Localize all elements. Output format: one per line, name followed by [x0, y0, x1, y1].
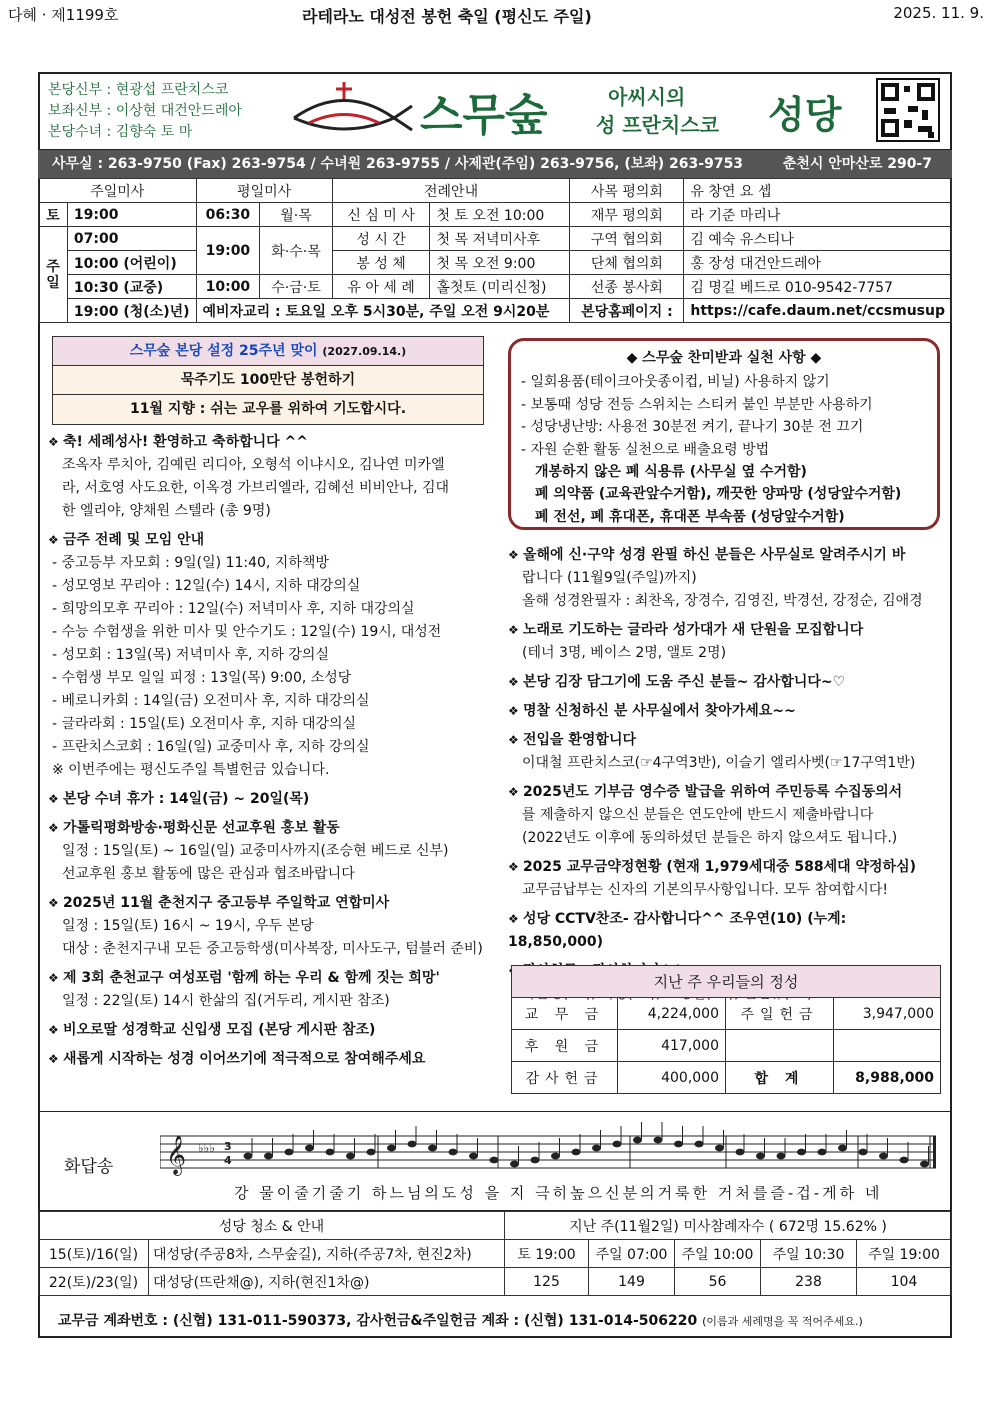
liturgy-value: 홀첫토 (미리신청): [430, 275, 570, 299]
mass-time: 주일 19:00: [857, 1240, 952, 1268]
fish-cross-icon: [294, 82, 412, 130]
practice-item: - 성당냉난방: 사용전 30분전 켜기, 끝나기 30분 전 끄기: [521, 419, 864, 436]
attendance-count: 56: [675, 1268, 761, 1296]
note-head: [449, 1149, 458, 1156]
practice-subitem: 개봉하지 않은 폐 식용류 (사무실 옆 수거함): [535, 464, 807, 481]
left-notice: [48, 1019, 496, 1042]
psalm-lyrics: 강 물이줄기줄기 하느님의도성 을 지 극히높으신분의거룩한 거처를즐-겁-게하 네: [234, 1184, 883, 1202]
council-value: 라 기준 마리나: [684, 203, 952, 227]
notice-line: 조옥자 루치아, 김예린 리디아, 오형석 이냐시오, 김나연 미카엘: [62, 457, 445, 473]
mass-time: 주일 10:00: [675, 1240, 761, 1268]
sunday-mass-header: 주일미사: [39, 179, 197, 203]
office-contacts: 사무실 : 263-9750 (Fax) 263-9754 / 수녀원 263-9755 / 사제관(주임) 263-9756, (보좌) 263-9753: [52, 156, 744, 172]
notice-line: 일정 : 22일(토) 14시 한삶의 집(거두리, 게시판 참조): [62, 993, 390, 1009]
note-head: [510, 1161, 519, 1168]
practice-title: ◆ 스무숲 찬미받과 실천 사항 ◆: [626, 350, 822, 366]
liturgy-key: 성 시 간: [332, 227, 430, 251]
note-head: [572, 1149, 581, 1156]
notice-heading: ❖ 새롭게 시작하는 성경 이어쓰기에 적극적으로 참여해주세요: [48, 1048, 496, 1071]
notice-line: - 성모회 : 13일(목) 저녁미사 후, 지하 강의실: [52, 647, 329, 663]
note-head: [695, 1141, 704, 1148]
right-notice: [508, 619, 944, 665]
mass-time: 주일 07:00: [589, 1240, 675, 1268]
council-key: 구역 협의회: [570, 227, 684, 251]
council-header: 사목 평의회: [570, 179, 684, 203]
cleaning-attendance-table: [38, 1211, 952, 1296]
right-column: [508, 538, 944, 1006]
note-head: [900, 1157, 909, 1164]
notice-heading: ❖ 노래로 기도하는 글라라 성가대가 새 단원을 모집합니다: [508, 619, 944, 642]
right-notice: [508, 908, 944, 954]
left-column: [48, 336, 496, 1071]
offering-value: 400,000: [618, 1062, 726, 1094]
logo-sub1: 아씨시의: [608, 85, 686, 109]
offering-table: [511, 965, 941, 1094]
note-head: [408, 1141, 417, 1148]
notice-line: 올해 성경완필자 : 최찬옥, 장경수, 김영진, 박경선, 강정순, 김애경: [522, 593, 923, 609]
logo-end: 성당: [768, 93, 842, 137]
notice-heading: ❖ 2025년도 기부금 영수증 발급을 위하여 주민등록 수집동의서: [508, 781, 944, 804]
notice-line: 대상 : 춘천지구내 모든 중고등학생(미사복장, 미사도구, 텀블러 준비): [62, 941, 483, 957]
notice-line: 한 엘리야, 양채원 스텔라 (총 9명): [62, 503, 271, 519]
note-head: [879, 1153, 888, 1160]
liturgy-value: 첫 목 저녁미사후: [430, 227, 570, 251]
offering-key: 감사헌금: [512, 1062, 618, 1094]
left-notice: [48, 1048, 496, 1071]
right-notice: [508, 671, 944, 694]
attendance-count: 104: [857, 1268, 952, 1296]
note-head: [736, 1149, 745, 1156]
notice-heading: ❖ 본당 김장 담그기에 도움 주신 분들~ 감사합니다~♡: [508, 671, 944, 694]
notice-heading: ❖ 전입을 환영합니다: [508, 729, 944, 752]
note-head: [674, 1141, 683, 1148]
weekday-days: 수·금·토: [260, 275, 332, 299]
notice-line: 라, 서호영 사도요한, 이옥경 가브리엘라, 김혜선 비비안나, 김대: [62, 480, 450, 496]
parish-logo: [274, 78, 874, 144]
offering-key: 교 무 금: [512, 998, 618, 1030]
notice-heading: ❖ 축! 세례성사! 환영하고 축하합니다 ^^: [48, 431, 496, 454]
offering-value: [834, 1030, 941, 1062]
clergy-assistant: 보좌신부 : 이상현 대건안드레아: [48, 103, 242, 119]
notice-line: 이대철 프란치스코(☞4구역3반), 이슬기 엘리사벳(☞17구역1반): [522, 755, 916, 771]
left-notice: [48, 892, 496, 961]
clergy-list: [48, 80, 242, 143]
notice-line: 를 제출하지 않으신 분들은 연도안에 반드시 제출바랍니다: [522, 807, 874, 823]
attendance-count: 125: [505, 1268, 589, 1296]
offering-value: 417,000: [618, 1030, 726, 1062]
time-signature: 4: [224, 1154, 232, 1167]
note-head: [326, 1149, 335, 1156]
council-key: 선종 봉사회: [570, 275, 684, 299]
saturday-label: 토: [39, 203, 68, 227]
right-notice: [508, 729, 944, 775]
cleaning-area: 대성당(뜨란채@), 지하(현진1차@): [149, 1268, 505, 1296]
flat-icon: ♭♭♭: [198, 1141, 215, 1155]
notice-line: 일정 : 15일(토) ~ 16일(일) 교중미사까지(조승현 베드로 신부): [62, 843, 449, 859]
notice-line: - 베로니카회 : 14일(금) 오전미사 후, 지하 대강의실: [52, 693, 370, 709]
notice-line: (테너 3명, 베이스 2명, 앨토 2명): [522, 645, 727, 661]
note-head: [633, 1137, 642, 1144]
weekday-time: 06:30: [196, 203, 260, 227]
note-head: [797, 1149, 806, 1156]
mass-time: 주일 10:30: [761, 1240, 857, 1268]
council-value: 김 명길 베드로 010-9542-7757: [684, 275, 952, 299]
notice-line: 랍니다 (11월9일(주일)까지): [522, 570, 697, 586]
council-head: 유 창연 요 셉: [684, 179, 952, 203]
practice-box: [508, 338, 940, 530]
notice-heading: ❖ 본당 수녀 휴가 : 14일(금) ~ 20일(목): [48, 788, 496, 811]
catechism-info: 예비자교리 : 토요일 오후 5시30분, 주일 오전 9시20분: [196, 299, 570, 323]
cleaning-header: 성당 청소 & 안내: [39, 1212, 505, 1240]
account-note: (이름과 세례명을 꼭 적어주세요.): [702, 1315, 863, 1328]
council-value: 홍 장성 대건안드레아: [684, 251, 952, 275]
council-key: 재무 평의회: [570, 203, 684, 227]
liturgy-key: 신 심 미 사: [332, 203, 430, 227]
liturgy-value: 첫 목 오전 9:00: [430, 251, 570, 275]
liturgy-key: 봉 성 체: [332, 251, 430, 275]
weekday-time: 19:00: [196, 227, 260, 275]
logo-main: 스무숲: [420, 90, 548, 141]
weekday-mass-header: 평일미사: [196, 179, 332, 203]
sunday-time: 19:00 (청(소)년): [67, 299, 196, 323]
weekday-days: 월·목: [260, 203, 332, 227]
time-signature: 3: [224, 1140, 232, 1153]
account-text: 교무금 계좌번호 : (신협) 131-011-590373, 감사헌금&주일헌금 계좌 : (신협) 131-014-506220: [58, 1313, 698, 1329]
practice-item: - 자원 순환 활동 실천으로 배출요령 방법: [521, 441, 770, 458]
notice-line: - 글라라회 : 15일(토) 오전미사 후, 지하 대강의실: [52, 716, 357, 732]
left-notices: [48, 431, 496, 1071]
office-bar: [38, 150, 952, 178]
note-head: [244, 1153, 253, 1160]
clergy-sister: 본당수녀 : 김향숙 토 마: [48, 124, 193, 140]
mass-time: 토 19:00: [505, 1240, 589, 1268]
liturgy-header: 전례안내: [332, 179, 570, 203]
note-head: [859, 1149, 868, 1156]
note-head: [613, 1141, 622, 1148]
sunday-time: 07:00: [67, 227, 196, 251]
practice-item: - 보통때 성당 전등 스위치는 스티커 붙인 부분만 사용하기: [521, 396, 873, 413]
cleaning-date: 22(토)/23(일): [39, 1268, 149, 1296]
note-head: [428, 1145, 437, 1152]
offering-value: 3,947,000: [834, 998, 941, 1030]
weekday-time: 10:00: [196, 275, 260, 299]
left-notice: [48, 788, 496, 811]
offering-total-key: 합 계: [726, 1062, 834, 1094]
note-head: [490, 1157, 499, 1164]
psalm-label: 화답송: [64, 1157, 114, 1177]
left-notice: [48, 967, 496, 1013]
anniversary-box: [52, 336, 484, 425]
notice-line: - 프란치스코회 : 16일(일) 교중미사 후, 지하 강의실: [52, 739, 370, 755]
saturday-time: 19:00: [67, 203, 196, 227]
bulletin-date: 2025. 11. 9.: [893, 4, 984, 22]
left-notice: [48, 431, 496, 523]
council-key: 단체 협의회: [570, 251, 684, 275]
homepage-link[interactable]: https://cafe.daum.net/ccsmusup: [684, 299, 952, 323]
clergy-pastor: 본당신부 : 현광섭 프란치스코: [48, 82, 229, 98]
attendance-count: 238: [761, 1268, 857, 1296]
note-head: [592, 1145, 601, 1152]
practice-items: [521, 371, 927, 528]
left-notice: [48, 529, 496, 782]
schedule-table: [38, 178, 952, 323]
offering-value: 4,224,000: [618, 998, 726, 1030]
header: [38, 72, 952, 150]
notice-heading: ❖ 금주 전례 및 모임 안내: [48, 529, 496, 552]
note-head: [264, 1153, 273, 1160]
notice-line: 교무금납부는 신자의 기본의무사항입니다. 모두 참여합시다!: [522, 882, 888, 898]
sunday-time: 10:00 (어린이): [67, 251, 196, 275]
offering-key: 주일헌금: [726, 998, 834, 1030]
notice-heading: ❖ 비오로딸 성경학교 신입생 모집 (본당 게시판 참조): [48, 1019, 496, 1042]
attendance-count: 149: [589, 1268, 675, 1296]
notice-line: - 수능 수험생을 위한 미사 및 안수기도 : 12일(수) 19시, 대성전: [52, 624, 442, 640]
notice-line: (2022년도 이후에 동의하셨던 분들은 하지 않으셔도 됩니다.): [522, 830, 898, 846]
note-head: [346, 1153, 355, 1160]
note-head: [531, 1157, 540, 1164]
right-notice: [508, 544, 944, 613]
note-head: [551, 1153, 560, 1160]
notice-heading: ❖ 제 3회 춘천교구 여성포럼 '함께 하는 우리 & 함께 짓는 희망': [48, 967, 496, 990]
notice-line: 선교후원 홍보 활동에 많은 관심과 협조바랍니다: [62, 866, 355, 882]
right-notice: [508, 856, 944, 902]
notice-heading: ❖ 명찰 신청하신 분 사무실에서 찾아가세요~~: [508, 700, 944, 723]
logo-art: [274, 78, 874, 144]
note-head: [777, 1153, 786, 1160]
cleaning-date: 15(토)/16(일): [39, 1240, 149, 1268]
notes: [244, 1122, 930, 1167]
weekday-days: 화·수·목: [260, 227, 332, 275]
note-head: [367, 1149, 376, 1156]
qr-code-icon[interactable]: [876, 78, 940, 142]
sunday-label: 주일: [39, 227, 68, 323]
note-head: [305, 1145, 314, 1152]
liturgy-value: 첫 토 오전 10:00: [430, 203, 570, 227]
notice-line: - 희망의모후 꾸리아 : 12일(수) 저녁미사 후, 지하 대강의실: [52, 601, 415, 617]
note-head: [838, 1145, 847, 1152]
practice-item: - 일회용품(테이크아웃종이컵, 비닐) 사용하지 않기: [521, 374, 830, 391]
sunday-time: 10:30 (교중): [67, 275, 196, 299]
anniversary-title-text: 스무숲 본당 설정 25주년 맞이: [129, 343, 318, 359]
right-notice: [508, 700, 944, 723]
offering-key: 후 원 금: [512, 1030, 618, 1062]
notice-heading: ❖ 2025년 11월 춘천지구 중고등부 주일학교 연합미사: [48, 892, 496, 915]
note-head: [654, 1137, 663, 1144]
note-head: [715, 1145, 724, 1152]
right-notice: [508, 781, 944, 850]
notice-line: - 성모영보 꾸리아 : 12일(수) 14시, 지하 대강의실: [52, 578, 361, 594]
anniversary-date: (2027.09.14.): [322, 345, 407, 358]
monthly-intention: 11월 지향 : 쉬는 교우를 위하여 기도합시다.: [53, 395, 483, 424]
note-head: [920, 1161, 929, 1168]
liturgy-key: 유 아 세 례: [332, 275, 430, 299]
rosary-goal: 묵주기도 100만단 봉헌하기: [53, 366, 483, 395]
practice-subitem: 폐 전선, 폐 휴대폰, 휴대폰 부속품 (성당앞수거함): [535, 508, 845, 525]
bulletin-title: 라테라노 대성전 봉헌 축일 (평신도 주일): [302, 7, 592, 26]
notice-line: - 중고등부 자모회 : 9일(일) 11:40, 지하책방: [52, 555, 329, 571]
note-head: [756, 1153, 765, 1160]
cleaning-area: 대성당(주공8차, 스무숲길), 지하(주공7차, 현진2차): [149, 1240, 505, 1268]
notice-heading: ❖ 올해에 신·구약 성경 완필 하신 분들은 사무실로 알려주시기 바: [508, 544, 944, 567]
offering-total-value: 8,988,000: [834, 1062, 941, 1094]
right-notices: [508, 544, 944, 1006]
note-head: [818, 1149, 827, 1156]
logo-sub2: 성 프란치스코: [596, 113, 719, 137]
note-head: [285, 1149, 294, 1156]
notice-heading: ❖ 2025 교무금약정현황 (현재 1,979세대중 588세대 약정하심): [508, 856, 944, 879]
notice-heading: ❖ 성당 CCTV찬조- 감사합니다^^ 조우연(10) (누계: 18,850,000): [508, 908, 944, 954]
issue-number: 다혜 · 제1199호: [8, 6, 119, 24]
top-line: [0, 0, 984, 30]
account-info: [38, 1304, 952, 1338]
notice-line: - 수험생 부모 일일 피정 : 13일(목) 9:00, 소성당: [52, 670, 352, 686]
offering-title: 지난 주 우리들의 정성: [512, 966, 941, 998]
left-notice: [48, 817, 496, 886]
music-staff: [160, 1122, 940, 1182]
treble-clef-icon: 𝄞: [166, 1135, 187, 1175]
notice-heading: ❖ 가톨릭평화방송·평화신문 선교후원 홍보 활동: [48, 817, 496, 840]
anniversary-title: [53, 337, 483, 366]
notice-line: 일정 : 15일(토) 16시 ~ 19시, 우두 본당: [62, 918, 314, 934]
homepage-label: 본당홈페이지 :: [570, 299, 684, 323]
psalm-section: [38, 1111, 952, 1211]
council-value: 김 예숙 유스티나: [684, 227, 952, 251]
note-head: [469, 1153, 478, 1160]
attendance-header: 지난 주(11월2일) 미사참례자수 ( 672명 15.62% ): [505, 1212, 952, 1240]
office-address: 춘천시 안마산로 290-7: [782, 156, 932, 172]
notice-line: ※ 이번주에는 평신도주일 특별헌금 있습니다.: [52, 762, 330, 778]
note-head: [387, 1145, 396, 1152]
practice-subitem: 폐 의약품 (교육관앞수거함), 깨끗한 양파망 (성당앞수거함): [535, 486, 902, 503]
offering-key: [726, 1030, 834, 1062]
